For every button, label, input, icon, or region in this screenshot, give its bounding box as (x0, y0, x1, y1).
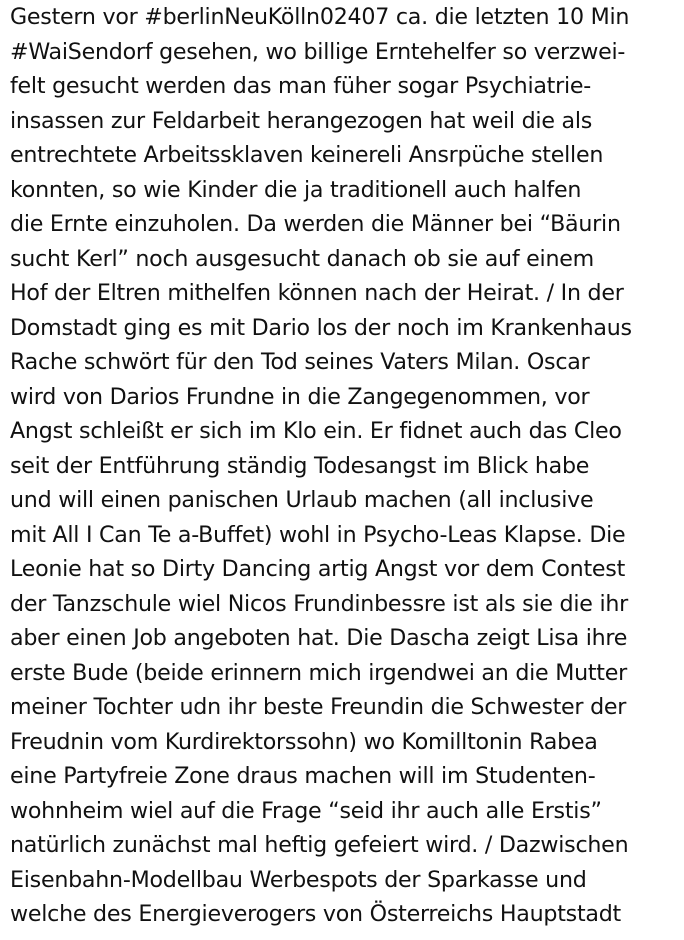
text-line: Gestern vor #berlinNeuKölln02407 ca. die letzten 10 Min (10, 4, 630, 30)
text-line: felt gesucht werden das man füher sogar Psychiatrie- (10, 73, 591, 99)
text-line: der Tanzschule wiel Nicos Frundinbessre ist als sie die ihr (10, 590, 629, 617)
text-line: und will einen panischen Urlaub machen (all inclusive (10, 487, 594, 513)
text-line: erste Bude (beide erinnern mich irgendwei an die Mutter (10, 659, 627, 686)
text-line: die Ernte einzuholen. Da werden die Männer bei “Bäurin (10, 211, 621, 237)
text-line: wird von Darios Frundne in die Zangegenommen, vor (10, 383, 590, 410)
text-line: welche des Energieverogers von Österreichs Hauptstadt (10, 901, 621, 927)
text-line: Domstadt ging es mit Dario los der noch im Krankenhaus (10, 314, 632, 341)
text-line: Angst schleißt er sich im Klo ein. Er fidnet auch das Cleo (10, 418, 622, 444)
text-line: Freudnin vom Kurdirektorssohn) wo Komilltonin Rabea (10, 728, 598, 755)
text-line: insassen zur Feldarbeit herangezogen hat weil die als (10, 107, 593, 134)
text-line: sucht Kerl” noch ausgesucht danach ob sie auf einem (10, 245, 594, 272)
text-line: konnten, so wie Kinder die ja traditionell auch halfen (10, 176, 582, 203)
text-line: natürlich zunächst mal heftig gefeiert wird. / Dazwischen (10, 832, 629, 858)
text-line: Hof der Eltren mithelfen können nach der Heirat. / In der (10, 280, 624, 306)
text-line: Rache schwört für den Tod seines Vaters Milan. Oscar (10, 349, 590, 375)
text-line: meiner Tochter udn ihr beste Freundin die Schwester der (10, 694, 627, 720)
text-line: eine Partyfreie Zone draus machen will im Studenten- (10, 763, 596, 789)
text-line: wohnheim wiel auf die Frage “seid ihr auch alle Erstis” (10, 797, 602, 824)
text-line: seit der Entführung ständig Todesangst im Blick habe (10, 452, 590, 479)
text-line: mit All I Can Te a-Buffet) wohl in Psycho-Leas Klapse. Die (10, 521, 626, 548)
text-line: aber einen Job angeboten hat. Die Dascha zeigt Lisa ihre (10, 625, 628, 651)
document-page (10, 0, 682, 932)
text-line: #WaiSendorf gesehen, wo billige Erntehelfer so verzwei- (10, 38, 626, 65)
text-line: entrechtete Arbeitssklaven keinereli Ansrpüche stellen (10, 142, 604, 168)
text-line: Eisenbahn-Modellbau Werbespots der Sparkasse und (10, 866, 587, 893)
text-line: Leonie hat so Dirty Dancing artig Angst vor dem Contest (10, 556, 626, 582)
